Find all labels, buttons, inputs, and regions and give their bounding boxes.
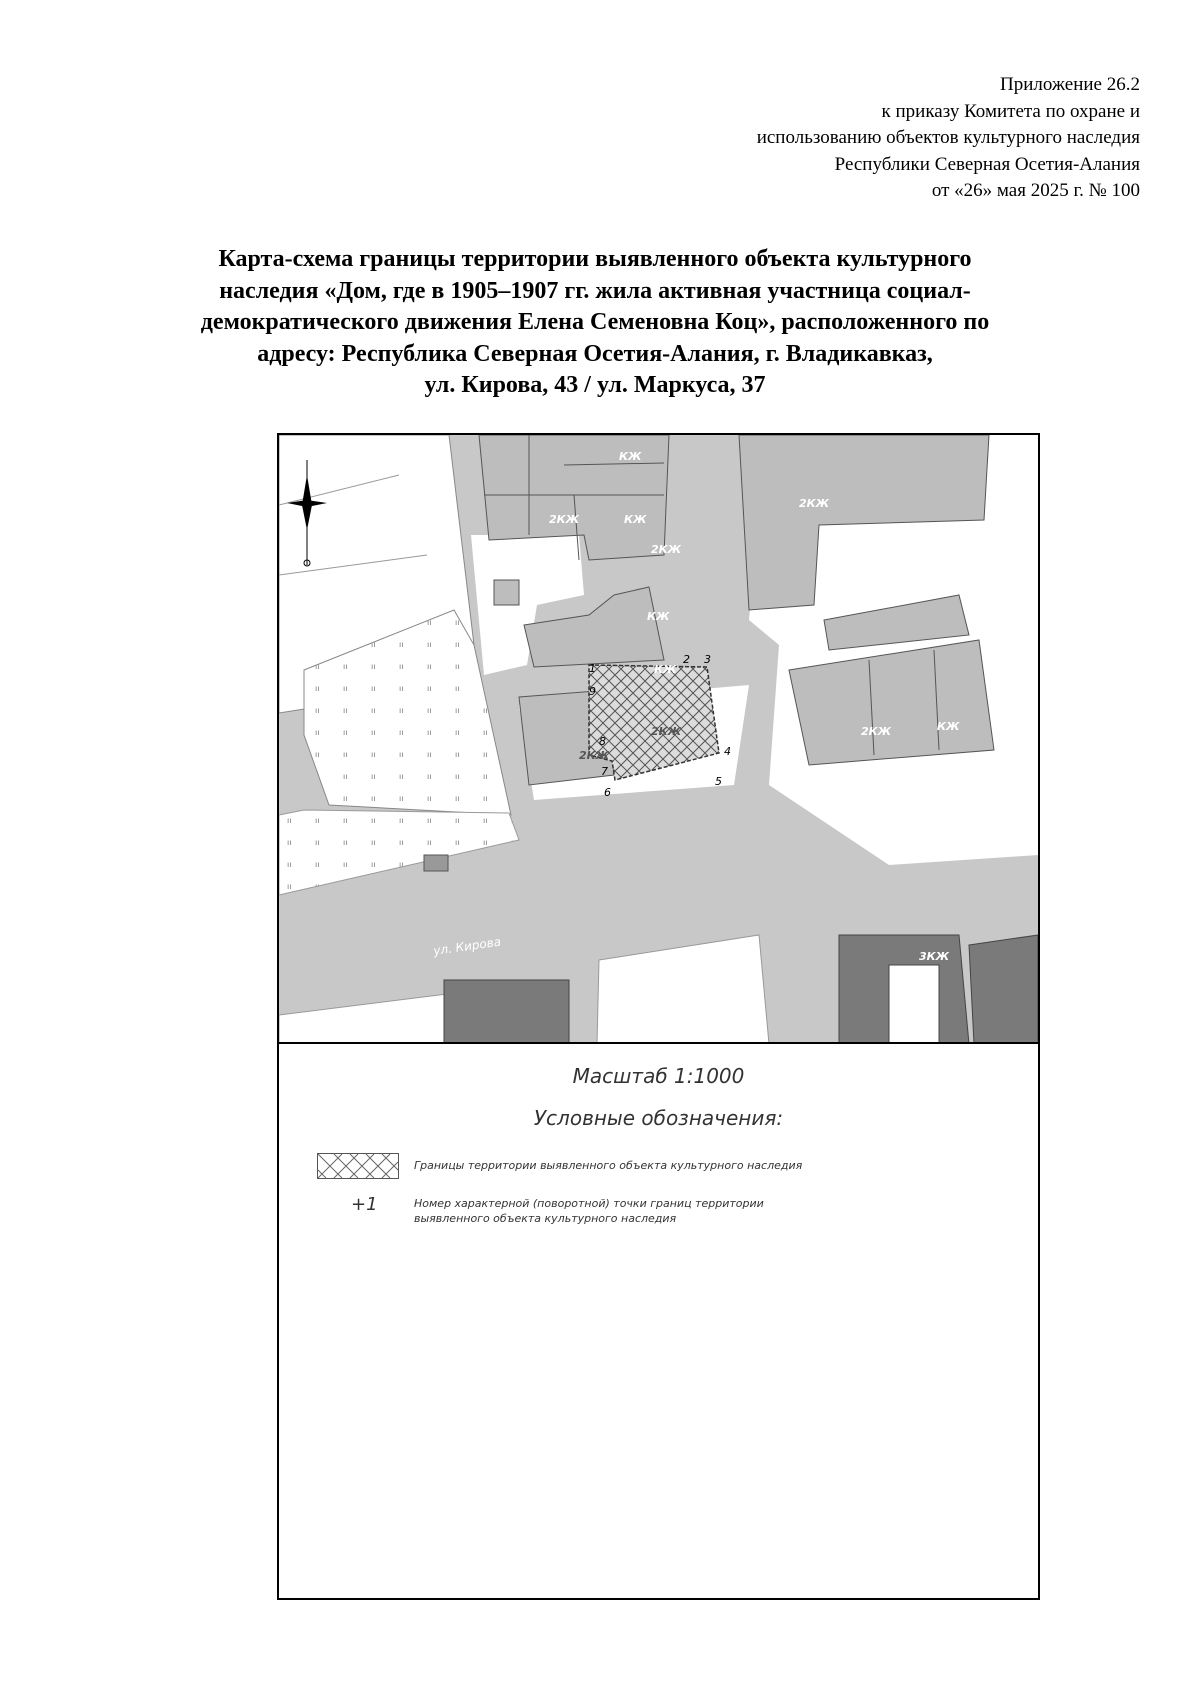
building-label: 2КЖ xyxy=(861,725,892,738)
title-line: ул. Кирова, 43 / ул. Маркуса, 37 xyxy=(424,372,766,398)
title-line: демократического движения Елена Семеновна Коц», расположенного по xyxy=(200,309,990,335)
building-label: КЖ xyxy=(619,450,642,463)
street-label: ул. Кирова xyxy=(432,934,502,958)
building-label: КЖ xyxy=(624,513,647,526)
building-label: КЖ xyxy=(654,663,677,676)
building-label: 2КЖ xyxy=(549,513,580,526)
point-label: 5 xyxy=(715,775,722,788)
title-line: Карта-схема границы территории выявленного объекта культурного xyxy=(218,246,972,272)
point-symbol: +1 xyxy=(351,1194,378,1215)
building-label: КЖ xyxy=(647,610,670,623)
building-south-dark xyxy=(444,980,569,1044)
point-label: 6 xyxy=(604,786,611,799)
point-label: 3 xyxy=(704,653,711,666)
building-label: КЖ xyxy=(937,720,960,733)
building-label: 2КЖ xyxy=(651,725,682,738)
kiosk xyxy=(424,855,448,871)
title-line: наследия «Дом, где в 1905–1907 гг. жила активная участница социал- xyxy=(219,277,971,304)
building-label: 2КЖ xyxy=(651,543,682,556)
site-map xyxy=(279,435,1038,1044)
header-line: Республики Северная Осетия-Алания xyxy=(834,153,1140,175)
point-label: 2 xyxy=(683,653,690,666)
header-line: от «26» мая 2025 г. № 100 xyxy=(931,180,1140,201)
point-label: 4 xyxy=(724,745,731,758)
legend-point-line: Номер характерной (поворотной) точки границ территории xyxy=(414,1197,764,1210)
legend-point-text xyxy=(414,1196,1014,1226)
header-line: к приказу Комитета по охране и xyxy=(881,100,1140,122)
point-label: 9 xyxy=(589,685,596,698)
scale-text: Масштаб 1:1000 xyxy=(572,1064,745,1088)
building-southeast-court xyxy=(889,965,939,1044)
document-header xyxy=(440,72,1140,205)
building-label: 2КЖ xyxy=(799,497,830,510)
legend-point-line: выявленного объекта культурного наследия xyxy=(414,1212,677,1225)
point-label: 7 xyxy=(601,765,608,778)
building-small xyxy=(494,580,519,605)
point-label: 8 xyxy=(599,735,606,748)
header-line: использованию объектов культурного наследия xyxy=(756,127,1140,148)
lot-southeast xyxy=(969,935,1038,1044)
point-label: 1 xyxy=(589,662,596,675)
legend-title: Условные обозначения: xyxy=(533,1106,784,1130)
legend-boundary-text: Границы территории выявленного объекта культурного наследия xyxy=(414,1159,803,1172)
boundary-swatch-icon xyxy=(317,1153,399,1179)
legend xyxy=(279,1044,1038,1600)
header-line: Приложение 26.2 xyxy=(1000,74,1140,95)
point-symbol-number: 1 xyxy=(366,1194,378,1215)
building-label: 2КЖ xyxy=(579,749,610,762)
document-title xyxy=(120,244,1070,402)
map-frame xyxy=(277,433,1040,1600)
building-label: 3КЖ xyxy=(919,950,950,963)
title-line: адресу: Республика Северная Осетия-Алания, г. Владикавказ, xyxy=(257,340,933,367)
